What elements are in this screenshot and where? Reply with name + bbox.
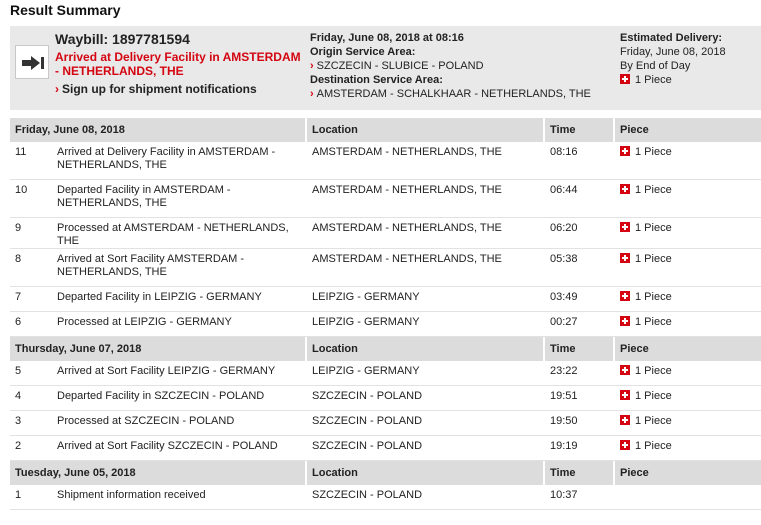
tracking-event-row bbox=[10, 142, 761, 180]
column-time: Time bbox=[545, 118, 615, 142]
event-number: 7 bbox=[10, 287, 52, 312]
event-pieces[interactable] bbox=[615, 386, 761, 411]
event-time: 06:20 bbox=[545, 218, 615, 249]
group-date: Friday, June 08, 2018 bbox=[10, 118, 307, 142]
event-description: Arrived at Sort Facility AMSTERDAM - NETHERLANDS, THE bbox=[52, 249, 307, 287]
event-pieces-label: 1 Piece bbox=[635, 316, 672, 328]
column-location: Location bbox=[307, 461, 545, 485]
event-time: 03:49 bbox=[545, 287, 615, 312]
tracking-event-row bbox=[10, 287, 761, 312]
tracking-event-row bbox=[10, 361, 761, 386]
event-pieces bbox=[615, 485, 761, 510]
event-location: AMSTERDAM - NETHERLANDS, THE bbox=[307, 180, 545, 218]
tracking-event-row bbox=[10, 249, 761, 287]
notifications-link-label[interactable]: Sign up for shipment notifications bbox=[62, 82, 257, 96]
event-pieces-label: 1 Piece bbox=[635, 184, 672, 196]
event-description: Departed Facility in SZCZECIN - POLAND bbox=[52, 386, 307, 411]
event-description: Processed at SZCZECIN - POLAND bbox=[52, 411, 307, 436]
column-piece: Piece bbox=[615, 337, 761, 361]
chevron-right-icon: › bbox=[310, 60, 314, 72]
event-time: 06:44 bbox=[545, 180, 615, 218]
destination-label: Destination Service Area: bbox=[310, 74, 443, 86]
event-pieces[interactable] bbox=[615, 287, 761, 312]
event-location: AMSTERDAM - NETHERLANDS, THE bbox=[307, 218, 545, 249]
event-location: LEIPZIG - GERMANY bbox=[307, 361, 545, 386]
event-description: Processed at AMSTERDAM - NETHERLANDS, THE bbox=[52, 218, 307, 249]
column-location: Location bbox=[307, 337, 545, 361]
event-pieces-label: 1 Piece bbox=[635, 415, 672, 427]
date-group-header bbox=[10, 461, 761, 485]
event-location: AMSTERDAM - NETHERLANDS, THE bbox=[307, 142, 545, 180]
estimated-delivery-label: Estimated Delivery: bbox=[620, 32, 723, 44]
event-description: Arrived at Sort Facility SZCZECIN - POLAND bbox=[52, 436, 307, 461]
event-description: Departed Facility in AMSTERDAM - NETHERLANDS, THE bbox=[52, 180, 307, 218]
event-pieces-label: 1 Piece bbox=[635, 253, 672, 265]
event-description: Departed Facility in LEIPZIG - GERMANY bbox=[52, 287, 307, 312]
column-piece: Piece bbox=[615, 118, 761, 142]
tracking-event-row bbox=[10, 312, 761, 337]
event-time: 23:22 bbox=[545, 361, 615, 386]
event-location: LEIPZIG - GERMANY bbox=[307, 287, 545, 312]
event-number: 1 bbox=[10, 485, 52, 510]
estimated-delivery-time: By End of Day bbox=[620, 60, 691, 72]
plus-square-icon[interactable] bbox=[620, 365, 630, 375]
event-description: Arrived at Delivery Facility in AMSTERDAM - NETHERLANDS, THE bbox=[52, 142, 307, 180]
event-pieces[interactable] bbox=[615, 218, 761, 249]
plus-square-icon[interactable] bbox=[620, 390, 630, 400]
notifications-link[interactable] bbox=[55, 82, 305, 96]
event-time: 08:16 bbox=[545, 142, 615, 180]
tracking-event-row bbox=[10, 411, 761, 436]
event-pieces-label: 1 Piece bbox=[635, 365, 672, 377]
result-summary-panel bbox=[10, 26, 761, 110]
event-pieces-label: 1 Piece bbox=[635, 222, 672, 234]
shipment-status: Arrived at Delivery Facility in AMSTERDAM - NETHERLANDS, THE bbox=[55, 50, 301, 78]
page-title: Result Summary bbox=[10, 2, 121, 18]
waybill-number: Waybill: 1897781594 bbox=[55, 31, 190, 47]
event-pieces[interactable] bbox=[615, 180, 761, 218]
column-time: Time bbox=[545, 337, 615, 361]
event-number: 2 bbox=[10, 436, 52, 461]
plus-square-icon[interactable] bbox=[620, 253, 630, 263]
origin-label: Origin Service Area: bbox=[310, 46, 416, 58]
plus-square-icon[interactable] bbox=[620, 222, 630, 232]
summary-pieces[interactable]: 1 Piece bbox=[620, 73, 761, 87]
destination-value: › AMSTERDAM - SCHALKHAAR - NETHERLANDS, THE bbox=[310, 88, 591, 100]
event-pieces[interactable] bbox=[615, 411, 761, 436]
event-pieces-label: 1 Piece bbox=[635, 390, 672, 402]
event-number: 4 bbox=[10, 386, 52, 411]
plus-square-icon[interactable] bbox=[620, 440, 630, 450]
event-location: SZCZECIN - POLAND bbox=[307, 411, 545, 436]
event-time: 19:51 bbox=[545, 386, 615, 411]
column-piece: Piece bbox=[615, 461, 761, 485]
event-time: 19:19 bbox=[545, 436, 615, 461]
column-time: Time bbox=[545, 461, 615, 485]
group-date: Tuesday, June 05, 2018 bbox=[10, 461, 307, 485]
event-location: SZCZECIN - POLAND bbox=[307, 436, 545, 461]
event-pieces-label: 1 Piece bbox=[635, 291, 672, 303]
plus-square-icon[interactable] bbox=[620, 316, 630, 326]
plus-square-icon[interactable] bbox=[620, 291, 630, 301]
tracking-event-row bbox=[10, 386, 761, 411]
event-time: 00:27 bbox=[545, 312, 615, 337]
arrow-right-box-icon bbox=[15, 45, 49, 79]
tracking-event-row bbox=[10, 180, 761, 218]
event-location: AMSTERDAM - NETHERLANDS, THE bbox=[307, 249, 545, 287]
event-location: LEIPZIG - GERMANY bbox=[307, 312, 545, 337]
origin-value: › SZCZECIN - SLUBICE - POLAND bbox=[310, 60, 484, 72]
event-description: Shipment information received bbox=[52, 485, 307, 510]
estimated-delivery-date: Friday, June 08, 2018 bbox=[620, 46, 726, 58]
event-number: 11 bbox=[10, 142, 52, 180]
event-time: 19:50 bbox=[545, 411, 615, 436]
tracking-events-table bbox=[10, 118, 761, 510]
event-pieces[interactable] bbox=[615, 361, 761, 386]
event-location: SZCZECIN - POLAND bbox=[307, 485, 545, 510]
event-number: 8 bbox=[10, 249, 52, 287]
plus-square-icon[interactable] bbox=[620, 184, 630, 194]
event-time: 05:38 bbox=[545, 249, 615, 287]
event-pieces[interactable] bbox=[615, 436, 761, 461]
event-number: 9 bbox=[10, 218, 52, 249]
event-pieces[interactable] bbox=[615, 249, 761, 287]
event-description: Processed at LEIPZIG - GERMANY bbox=[52, 312, 307, 337]
event-pieces[interactable] bbox=[615, 312, 761, 337]
plus-square-icon[interactable] bbox=[620, 74, 630, 84]
event-description: Arrived at Sort Facility LEIPZIG - GERMANY bbox=[52, 361, 307, 386]
event-number: 10 bbox=[10, 180, 52, 218]
column-location: Location bbox=[307, 118, 545, 142]
plus-square-icon[interactable] bbox=[620, 146, 630, 156]
date-group-header bbox=[10, 118, 761, 142]
status-datetime: Friday, June 08, 2018 at 08:16 bbox=[310, 32, 464, 44]
event-pieces[interactable] bbox=[615, 142, 761, 180]
group-date: Thursday, June 07, 2018 bbox=[10, 337, 307, 361]
event-number: 5 bbox=[10, 361, 52, 386]
tracking-event-row bbox=[10, 485, 761, 510]
event-number: 6 bbox=[10, 312, 52, 337]
plus-square-icon[interactable] bbox=[620, 415, 630, 425]
event-number: 3 bbox=[10, 411, 52, 436]
chevron-right-icon: › bbox=[310, 88, 314, 100]
tracking-event-row bbox=[10, 218, 761, 249]
date-group-header bbox=[10, 337, 761, 361]
event-pieces-label: 1 Piece bbox=[635, 440, 672, 452]
event-location: SZCZECIN - POLAND bbox=[307, 386, 545, 411]
chevron-right-icon: › bbox=[55, 82, 59, 96]
event-time: 10:37 bbox=[545, 485, 615, 510]
tracking-event-row bbox=[10, 436, 761, 461]
event-pieces-label: 1 Piece bbox=[635, 146, 672, 158]
